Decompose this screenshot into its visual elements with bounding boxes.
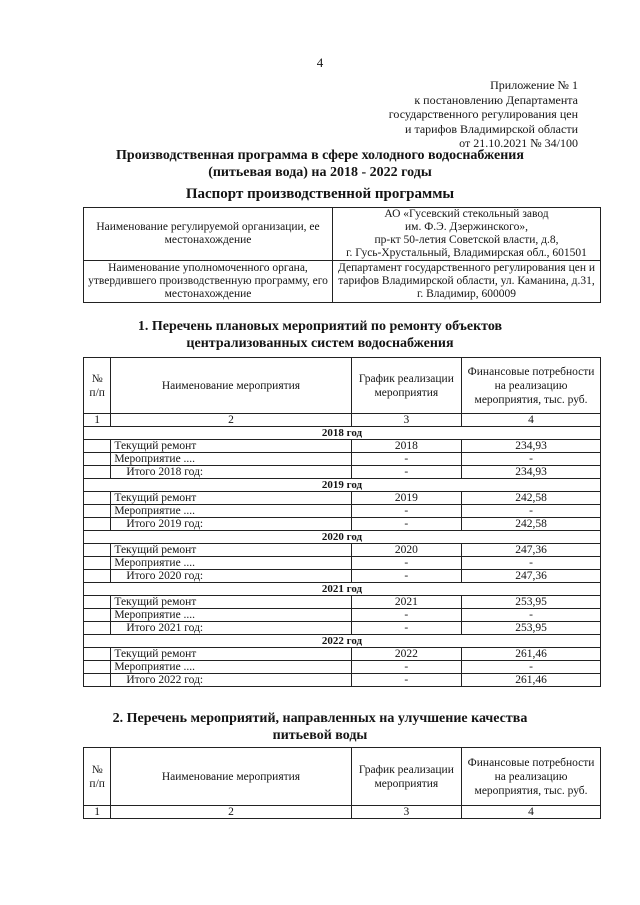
column-number: 2 — [111, 806, 351, 819]
year-label: 2019 год — [84, 479, 601, 492]
table-row-total — [84, 622, 601, 635]
column-number: 2 — [111, 414, 351, 427]
row-amount: - — [462, 453, 601, 466]
row-amount: 247,36 — [462, 544, 601, 557]
document-title — [0, 147, 640, 181]
table-row — [84, 492, 601, 505]
year-label: 2018 год — [84, 427, 601, 440]
column-number: 4 — [462, 806, 601, 819]
heading-line: 2. Перечень мероприятий, направленных на улучшение качества — [112, 711, 528, 726]
table-row — [84, 440, 601, 453]
section-2-heading — [0, 710, 640, 744]
row-name: Мероприятие .... — [111, 661, 351, 674]
appendix-line: к постановлению Департамента — [414, 92, 578, 107]
passport-value: Департамент государственного регулирования цен и тарифов Владимирской области, ул. Каманина, д.31, г. Владимир, 600009 — [333, 261, 601, 303]
row-name: Итого 2018 год: — [111, 466, 351, 479]
heading-line: питьевой воды — [272, 728, 368, 743]
row-amount: - — [462, 557, 601, 570]
header-finance: Финансовые потребности на реализацию мероприятия, тыс. руб. — [462, 748, 601, 806]
appendix-line: от 21.10.2021 № 34/100 — [459, 136, 578, 150]
row-amount: 261,46 — [462, 648, 601, 661]
row-schedule: 2021 — [351, 596, 461, 609]
page-number: 4 — [316, 55, 324, 70]
row-name: Мероприятие .... — [111, 505, 351, 518]
table-row — [84, 648, 601, 661]
column-number: 3 — [351, 414, 461, 427]
year-row — [84, 427, 601, 440]
appendix-block — [318, 78, 578, 151]
row-amount: 261,46 — [462, 674, 601, 687]
heading-line: 1. Перечень плановых мероприятий по ремонту объектов — [137, 319, 503, 334]
header-num: № п/п — [84, 748, 111, 806]
passport-value — [333, 208, 601, 261]
row-name: Текущий ремонт — [111, 544, 351, 557]
row-amount: 247,36 — [462, 570, 601, 583]
row-name: Текущий ремонт — [111, 596, 351, 609]
year-label: 2022 год — [84, 635, 601, 648]
passport-label: Наименование уполномоченного органа, утвердившего производственную программу, его местонахождение — [84, 261, 333, 303]
column-number: 1 — [84, 806, 111, 819]
passport-row — [84, 261, 601, 303]
header-schedule: График реализации мероприятия — [351, 358, 461, 414]
row-name: Итого 2021 год: — [111, 622, 351, 635]
row-schedule: 2019 — [351, 492, 461, 505]
row-amount: - — [462, 661, 601, 674]
header-finance: Финансовые потребности на реализацию мероприятия, тыс. руб. — [462, 358, 601, 414]
row-name: Текущий ремонт — [111, 440, 351, 453]
row-schedule: 2018 — [351, 440, 461, 453]
row-schedule: - — [351, 466, 461, 479]
column-numbers-row — [84, 806, 601, 819]
header-name: Наименование мероприятия — [111, 358, 351, 414]
year-row — [84, 531, 601, 544]
row-schedule: - — [351, 622, 461, 635]
row-amount: 242,58 — [462, 492, 601, 505]
row-name: Мероприятие .... — [111, 557, 351, 570]
quality-table — [83, 747, 601, 819]
table-row — [84, 557, 601, 570]
row-schedule: - — [351, 518, 461, 531]
row-name: Мероприятие .... — [111, 453, 351, 466]
row-schedule: - — [351, 505, 461, 518]
year-row — [84, 635, 601, 648]
table-row-total — [84, 466, 601, 479]
row-name: Итого 2019 год: — [111, 518, 351, 531]
passport-title: Паспорт производственной программы — [185, 186, 455, 202]
year-label: 2020 год — [84, 531, 601, 544]
table-row-total — [84, 674, 601, 687]
row-schedule: 2020 — [351, 544, 461, 557]
row-name: Итого 2020 год: — [111, 570, 351, 583]
passport-table — [83, 207, 601, 303]
passport-value-line: г. Гусь-Хрустальный, Владимирская обл., 601501 — [346, 247, 587, 259]
row-schedule: - — [351, 570, 461, 583]
row-amount: - — [462, 609, 601, 622]
row-schedule: - — [351, 609, 461, 622]
year-label: 2021 год — [84, 583, 601, 596]
row-name: Итого 2022 год: — [111, 674, 351, 687]
row-amount: 234,93 — [462, 440, 601, 453]
row-name: Мероприятие .... — [111, 609, 351, 622]
row-amount: 242,58 — [462, 518, 601, 531]
table-row — [84, 596, 601, 609]
passport-row — [84, 208, 601, 261]
table-row — [84, 661, 601, 674]
appendix-line: Приложение № 1 — [490, 78, 578, 92]
heading-line: централизованных систем водоснабжения — [186, 336, 454, 351]
table-row — [84, 544, 601, 557]
passport-label: Наименование регулируемой организации, ее местонахождение — [84, 208, 333, 261]
appendix-line: государственного регулирования цен — [388, 107, 578, 121]
header-name: Наименование мероприятия — [111, 748, 351, 806]
column-number: 4 — [462, 414, 601, 427]
header-num: № п/п — [84, 358, 111, 414]
passport-value-line: им. Ф.Э. Дзержинского», — [405, 221, 528, 233]
column-number: 1 — [84, 414, 111, 427]
table-row-total — [84, 518, 601, 531]
row-amount: 253,95 — [462, 596, 601, 609]
passport-value-line: пр-кт 50-летия Советской власти, д.8, — [374, 234, 559, 246]
year-row — [84, 583, 601, 596]
row-schedule: - — [351, 453, 461, 466]
passport-value-line: АО «Гусевский стекольный завод — [384, 208, 549, 220]
section-1-heading — [0, 318, 640, 352]
appendix-line: и тарифов Владимирской области — [405, 121, 578, 136]
row-name: Текущий ремонт — [111, 648, 351, 661]
column-numbers-row — [84, 414, 601, 427]
repair-table — [83, 357, 601, 687]
row-schedule: 2022 — [351, 648, 461, 661]
title-line: Производственная программа в сфере холодного водоснабжения — [116, 148, 524, 163]
title-line: (питьевая вода) на 2018 - 2022 годы — [208, 165, 432, 180]
year-row — [84, 479, 601, 492]
header-schedule: График реализации мероприятия — [351, 748, 461, 806]
column-number: 3 — [351, 806, 461, 819]
row-schedule: - — [351, 674, 461, 687]
table-row — [84, 609, 601, 622]
row-amount: 253,95 — [462, 622, 601, 635]
row-name: Текущий ремонт — [111, 492, 351, 505]
row-schedule: - — [351, 661, 461, 674]
table-header-row — [84, 748, 601, 806]
table-row — [84, 505, 601, 518]
table-header-row — [84, 358, 601, 414]
row-schedule: - — [351, 557, 461, 570]
row-amount: - — [462, 505, 601, 518]
table-row-total — [84, 570, 601, 583]
row-amount: 234,93 — [462, 466, 601, 479]
table-row — [84, 453, 601, 466]
